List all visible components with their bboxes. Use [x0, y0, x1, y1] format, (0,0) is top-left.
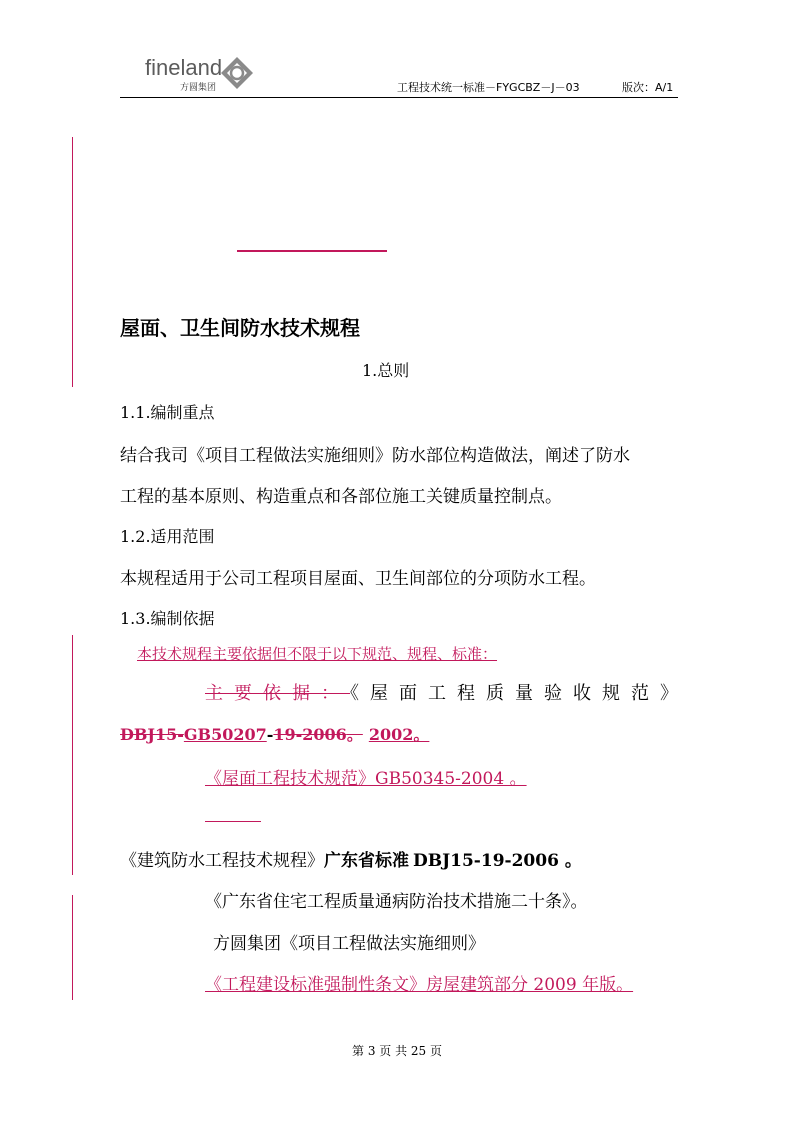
logo-subtitle: 方圆集团	[180, 83, 217, 93]
reference-bold: 广东省标准	[324, 851, 409, 871]
header-divider	[120, 97, 678, 98]
inserted-intro: 本技术规程主要依据但不限于以下规范、规程、标准：	[137, 645, 498, 663]
paragraph-line: 本规程适用于公司工程项目屋面、卫生间部位的分项防水工程。	[120, 569, 596, 589]
inserted-reference: 《工程建设标准强制性条文》房屋建筑部分 2009 年版。	[205, 975, 634, 995]
change-bar	[72, 635, 73, 875]
inserted-text: GB50207	[183, 725, 267, 744]
reference-code-line	[120, 722, 429, 745]
version-label: 版次：A/1	[622, 81, 674, 94]
page-title: 屋面、卫生间防水技术规程	[120, 316, 360, 340]
doc-code: 工程技术统一标准－FYGCBZ－J－03	[397, 81, 580, 94]
reference-line	[205, 679, 689, 705]
logo-text: fineland	[145, 55, 223, 80]
code-separator: -	[266, 725, 274, 744]
revision-rule	[205, 821, 261, 822]
inserted-reference: 《屋面工程技术规范》GB50345-2004 。	[205, 769, 527, 789]
page-footer: 第 3 页 共 25 页	[352, 1044, 442, 1058]
reference-code: DBJ15-19-2006 。	[413, 851, 582, 871]
subsection-heading: 1.1.编制重点	[120, 403, 215, 422]
subsection-heading: 1.3.编制依据	[120, 609, 215, 628]
reference-line: 《广东省住宅工程质量通病防治技术措施二十条》。	[205, 892, 588, 912]
deleted-text: 19-2006	[273, 725, 347, 744]
reference-line: 方圆集团《项目工程做法实施细则》	[213, 934, 485, 954]
deleted-text: DBJ15-	[120, 725, 184, 744]
change-bar	[72, 895, 73, 1000]
reference-title: 《建筑防水工程技术规程》	[120, 851, 324, 871]
change-bar	[72, 137, 73, 387]
revision-rule	[237, 250, 387, 252]
inserted-text: 2002	[368, 725, 414, 744]
deleted-text: 主要依据：	[205, 683, 350, 704]
paragraph-line: 结合我司《项目工程做法实施细则》防水部位构造做法，阐述了防水	[120, 446, 630, 466]
section-heading: 1.总则	[362, 361, 410, 380]
reference-line	[120, 846, 582, 871]
subsection-heading: 1.2.适用范围	[120, 527, 215, 546]
reference-title: 《屋面工程质量验收规范》	[350, 683, 689, 704]
deleted-text: 。	[346, 725, 363, 744]
inserted-text: 。	[413, 725, 430, 744]
paragraph-line: 工程的基本原则、构造重点和各部位施工关键质量控制点。	[120, 487, 562, 507]
logo-diamond-icon	[220, 56, 254, 90]
